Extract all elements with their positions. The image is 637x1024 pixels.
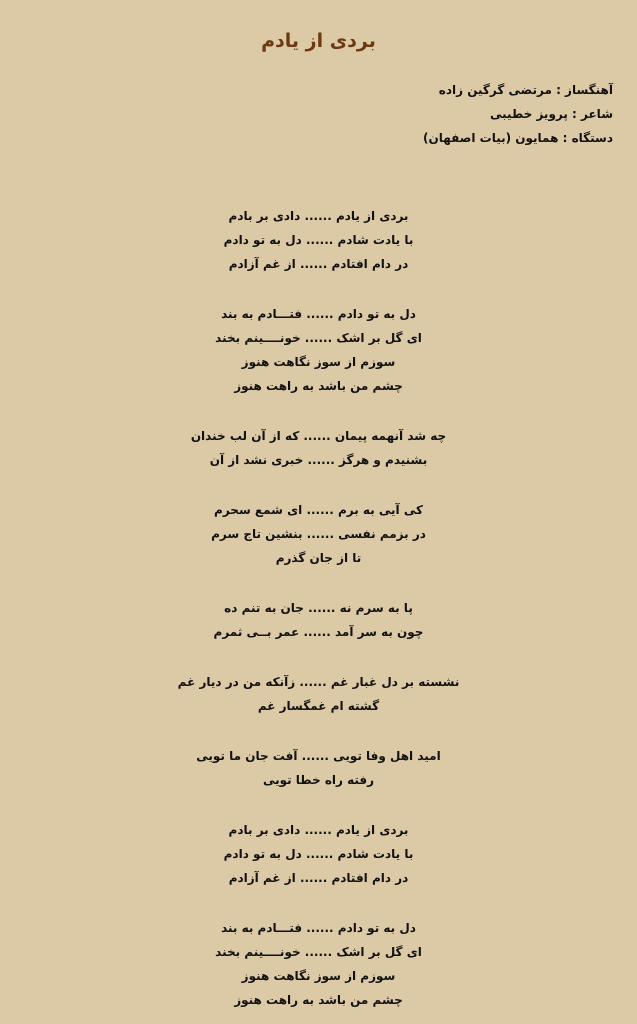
- verse-line: سوزم از سوز نگاهت هنوز: [241, 355, 396, 369]
- verse-line: دل به تو دادم ...... فتـــادم به بند: [221, 307, 416, 321]
- verse-line: پا به سرم نه ...... جان به تنم ده: [224, 601, 413, 615]
- stanza: [0, 204, 637, 276]
- verse-line: چه شد آنهمه پیمان ...... که از آن لب خندان: [190, 429, 447, 443]
- verse-line: سوزم از سوز نگاهت هنوز: [241, 969, 396, 983]
- verse-line: رفته راه خطا تویی: [262, 773, 375, 787]
- stanza: [0, 498, 637, 570]
- dastgah-line: دستگاه : همایون (بیات اصفهان): [422, 131, 613, 145]
- stanza: [0, 916, 637, 1012]
- verse-line: بردی از یادم ...... دادی بر بادم: [228, 209, 409, 223]
- verse-line: ای گل بر اشک ...... خونــــینم بخند: [215, 331, 422, 345]
- song-title: بردی از یادم: [261, 30, 376, 52]
- verse-line: چشم من باشد به راهت هنوز: [234, 993, 403, 1007]
- verse-line: چون به سر آمد ...... عمر بــی ثمرم: [213, 625, 424, 639]
- verse-line: گشته ام غمگسار غم: [257, 699, 380, 713]
- verse-line: بردی از یادم ...... دادی بر بادم: [228, 823, 409, 837]
- verse-line: چشم من باشد به راهت هنوز: [234, 379, 403, 393]
- verse-line: بشنیدم و هرگز ...... خبری نشد از آن: [209, 453, 428, 467]
- stanza: [0, 424, 637, 472]
- verse-line: با یادت شادم ...... دل به تو دادم: [223, 233, 414, 247]
- stanza: [0, 818, 637, 890]
- verse-line: ای گل بر اشک ...... خونــــینم بخند: [215, 945, 422, 959]
- lyrics: [0, 204, 637, 1012]
- verse-line: در دام افتادم ...... از غم آزادم: [228, 871, 409, 885]
- verse-line: دل به تو دادم ...... فتـــادم به بند: [221, 921, 416, 935]
- stanza: [0, 744, 637, 792]
- verse-line: با یادت شادم ...... دل به تو دادم: [223, 847, 414, 861]
- verse-line: امید اهل وفا تویی ...... آفت جان ما تویی: [196, 749, 441, 763]
- poet-line: شاعر : پرویز خطیبی: [490, 107, 613, 121]
- composer-line: آهنگساز : مرتضی گرگین زاده: [438, 83, 613, 97]
- stanza: [0, 596, 637, 644]
- verse-line: تا از جان گذرم: [275, 551, 362, 565]
- song-info: [23, 78, 613, 150]
- verse-line: کی آیی به برم ...... ای شمع سحرم: [214, 503, 423, 517]
- stanza: [0, 302, 637, 398]
- verse-line: در بزمم نفسی ...... بنشین تاج سرم: [211, 527, 426, 541]
- stanza: [0, 670, 637, 718]
- verse-line: در دام افتادم ...... از غم آزادم: [228, 257, 409, 271]
- verse-line: نشسته بر دل غبار غم ...... زآنکه من در دیار غم: [177, 675, 460, 689]
